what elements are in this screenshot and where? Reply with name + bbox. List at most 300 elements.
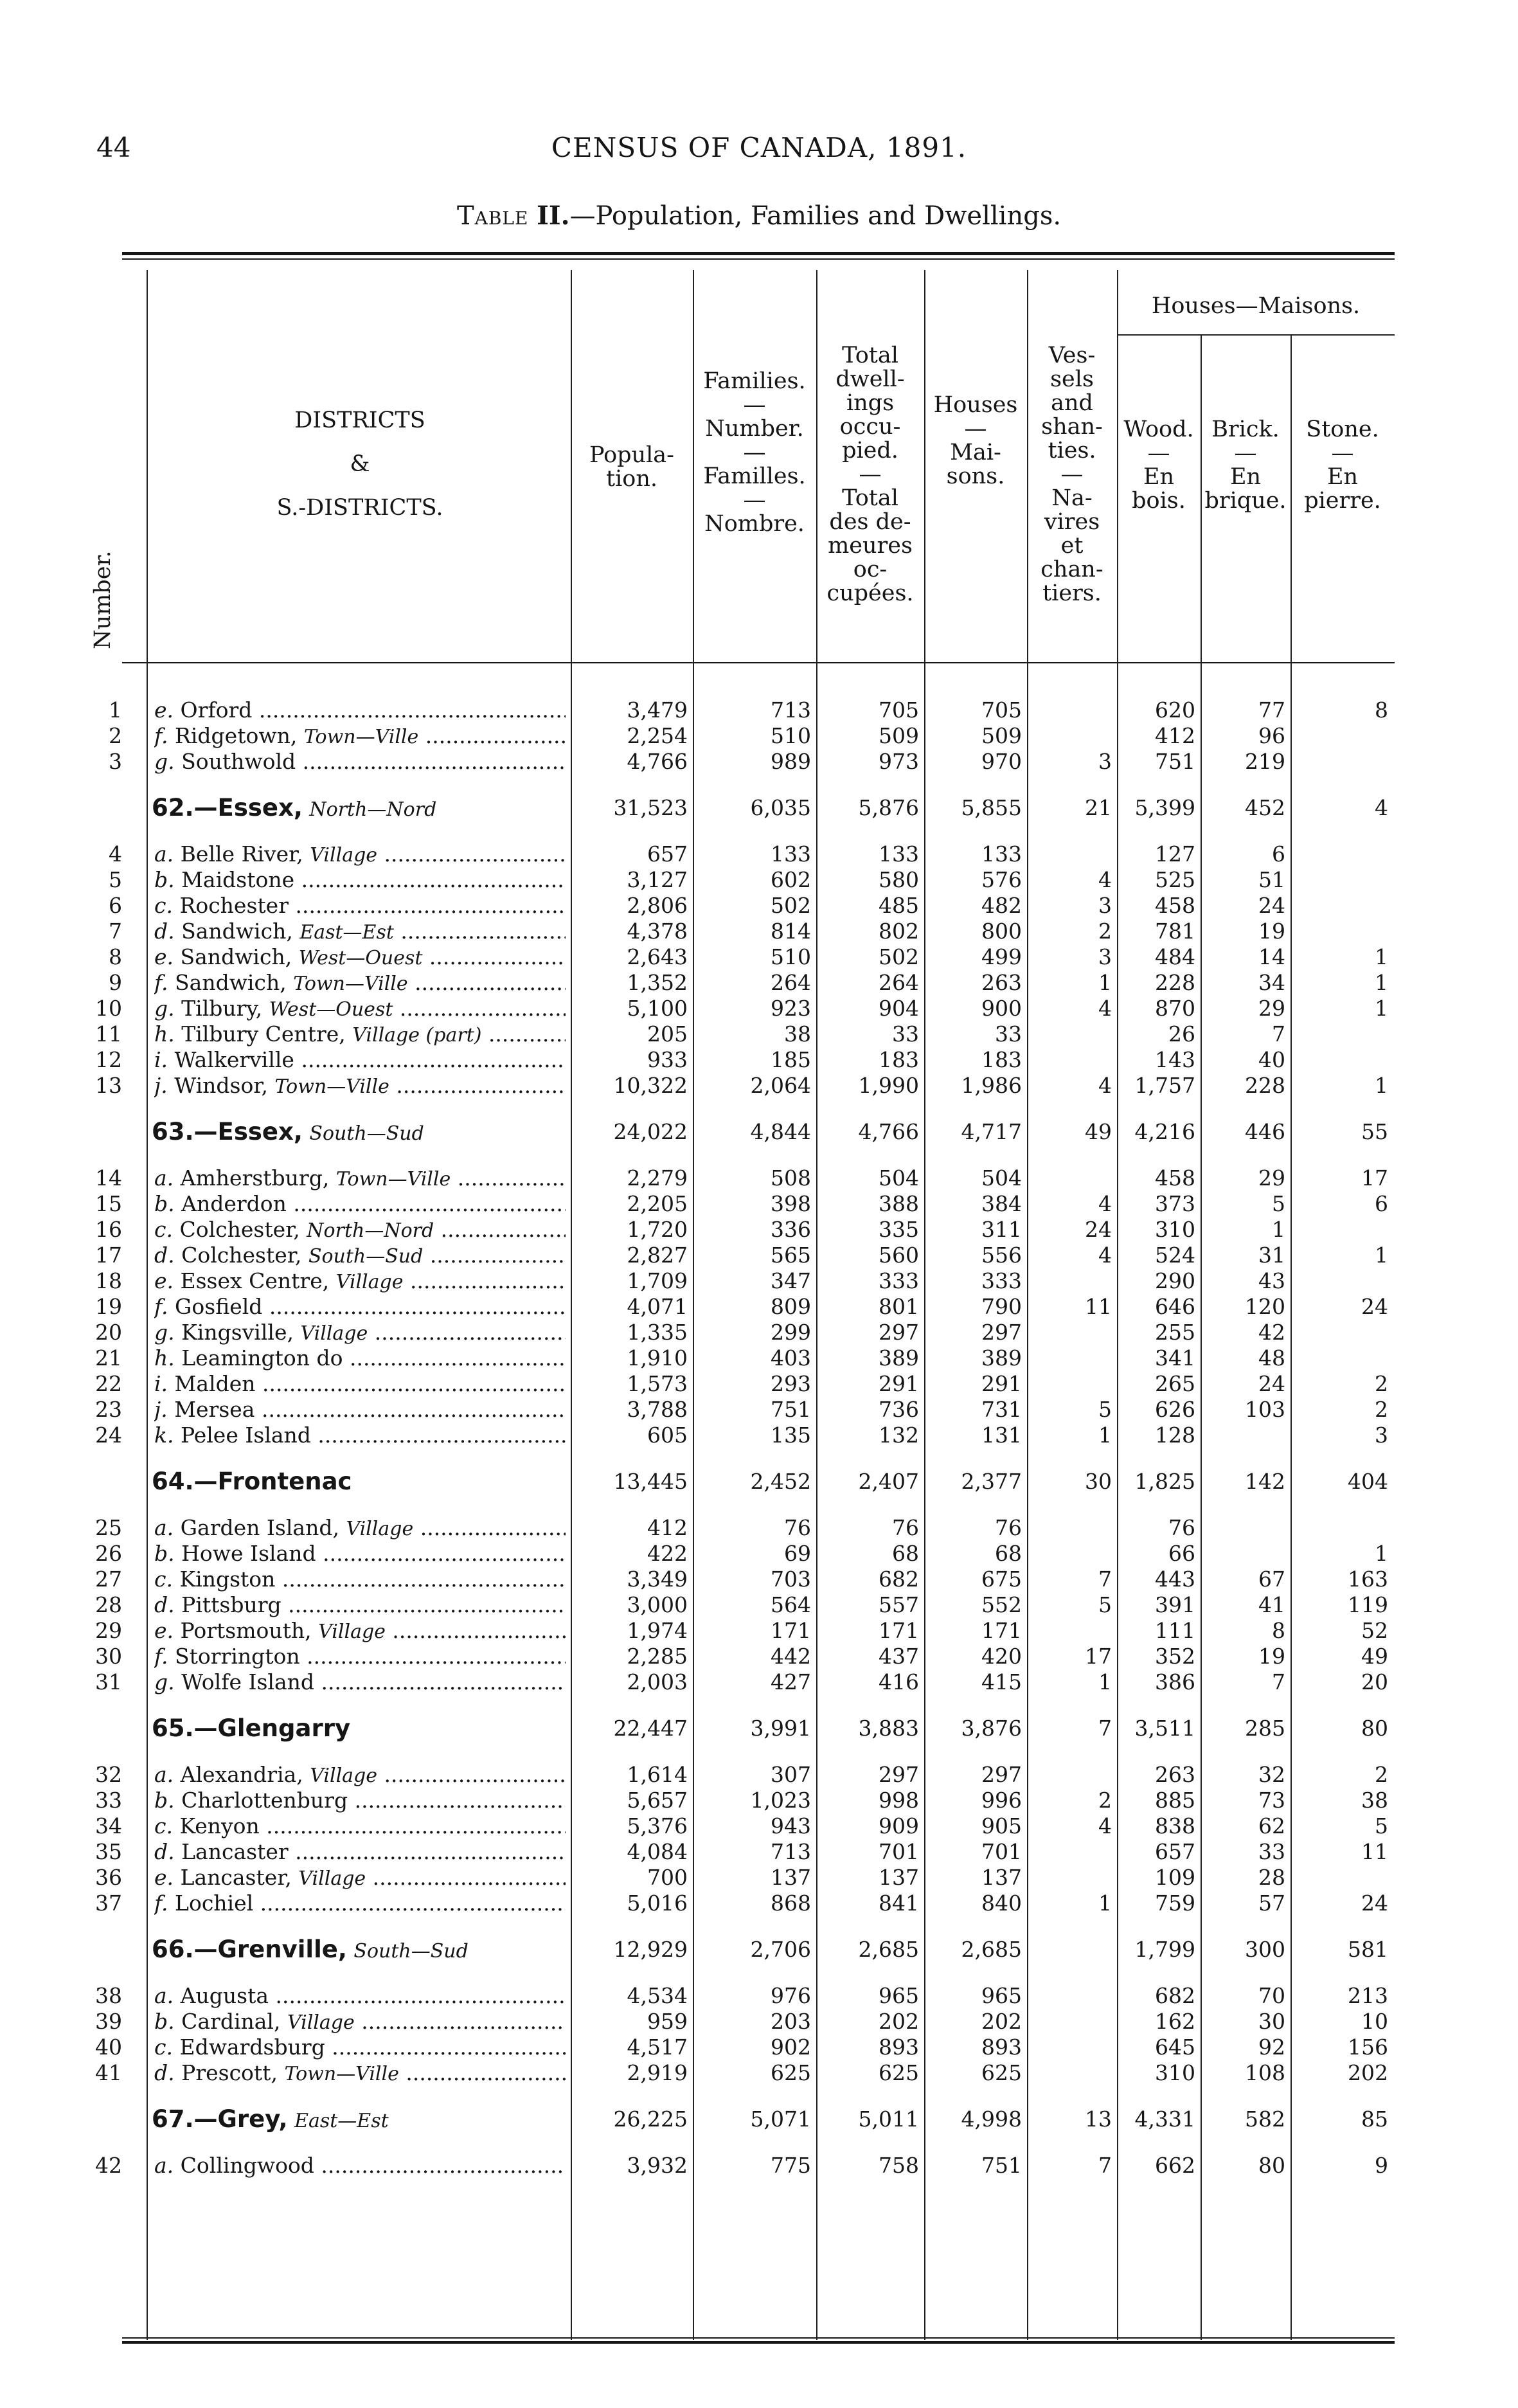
header-wood-line: En (1143, 464, 1175, 490)
subdistrict-title: Storrington (175, 1644, 300, 1669)
subdistrict-name (154, 1345, 566, 1371)
subdistrict-letter: g. (154, 1669, 175, 1694)
vessels-cell: 17 (1085, 1644, 1112, 1669)
subdistrict-title: Tilbury Centre, (181, 1021, 346, 1047)
families-cell: 307 (771, 1762, 811, 1787)
brick-cell: 96 (1258, 723, 1285, 748)
district-total-row (0, 1468, 1518, 1496)
population-cell: 2,205 (627, 1191, 688, 1216)
families-cell: 76 (784, 1515, 811, 1540)
brick-cell: 62 (1258, 1813, 1285, 1838)
families-cell: 564 (771, 1592, 811, 1617)
brick-cell: 51 (1258, 867, 1285, 892)
subdistrict-letter: h. (154, 1345, 175, 1370)
stone-cell: 6 (1375, 1191, 1388, 1216)
row-number: 9 (109, 970, 122, 995)
houses-cell: 576 (981, 867, 1022, 892)
subdistrict-title: Windsor, (174, 1073, 268, 1098)
families-cell: 809 (771, 1294, 811, 1319)
subdistrict-letter: j. (154, 1073, 168, 1098)
header-houses (924, 393, 1027, 489)
vessels-cell: 4 (1098, 1243, 1112, 1268)
stone-cell: 1 (1375, 970, 1388, 995)
row-number: 10 (95, 996, 122, 1021)
district-title: 62.—Essex, (152, 794, 303, 822)
subdistrict-title: Howe Island (181, 1541, 316, 1566)
district-total-row (0, 794, 1518, 822)
subdistrict-name (154, 1047, 566, 1073)
subdistrict-suffix: Village (298, 1867, 366, 1890)
subdistrict-name (154, 944, 566, 971)
brick-cell: 34 (1258, 970, 1285, 995)
population-cell: 3,932 (627, 2153, 688, 2178)
dwellings-cell: 202 (879, 2009, 919, 2034)
dwellings-cell: 509 (879, 723, 919, 748)
families-cell: 923 (771, 996, 811, 1021)
dwellings-cell: 504 (879, 1165, 919, 1191)
header-vessels-line: Ves- (1048, 343, 1096, 368)
header-wood-line: bois. (1132, 488, 1186, 514)
brick-cell: 19 (1258, 1644, 1285, 1669)
subdistrict-letter: j. (154, 1397, 168, 1422)
subdistrict-name (154, 1669, 566, 1695)
vessels-cell: 1 (1098, 1891, 1112, 1916)
subdistrict-name (154, 1541, 566, 1567)
vessels-cell: 7 (1098, 2153, 1112, 2178)
subdistrict-row (0, 1567, 1518, 1592)
subdistrict-title: Alexandria, (180, 1762, 303, 1787)
subdistrict-suffix: Village (part) (352, 1024, 482, 1047)
stone-cell: 1 (1375, 944, 1388, 969)
district-name (152, 1714, 350, 1743)
vessels-cell: 30 (1085, 1469, 1112, 1494)
stone-cell: 213 (1348, 1983, 1388, 2008)
row-number: 12 (95, 1047, 122, 1072)
subdistrict-title: Leamington do (181, 1345, 343, 1370)
subdistrict-row (0, 970, 1518, 996)
population-cell: 657 (647, 841, 688, 867)
brick-cell: 28 (1258, 1865, 1285, 1890)
subdistrict-suffix: Town—Ville (335, 1168, 451, 1191)
row-number: 32 (95, 1762, 122, 1787)
dwellings-cell: 841 (879, 1891, 919, 1916)
population-cell: 3,479 (627, 697, 688, 723)
vessels-cell: 1 (1098, 970, 1112, 995)
population-cell: 959 (647, 2009, 688, 2034)
header-families-line: — (743, 392, 766, 418)
header-dwellings-line: Total (842, 485, 898, 511)
subdistrict-title: Gosfield (175, 1294, 263, 1319)
houses-cell: 33 (995, 1021, 1022, 1047)
houses-cell: 4,998 (961, 2107, 1022, 2132)
subdistrict-letter: d. (154, 1592, 175, 1617)
subdistrict-row (0, 996, 1518, 1021)
families-cell: 69 (784, 1541, 811, 1566)
vessels-cell: 5 (1098, 1592, 1112, 1617)
subdistrict-letter: k. (154, 1423, 174, 1448)
subdistrict-row (0, 2060, 1518, 2086)
dwellings-cell: 171 (879, 1618, 919, 1643)
header-families-line: — (743, 440, 766, 465)
houses-cell: 333 (981, 1268, 1022, 1293)
brick-cell: 33 (1258, 1839, 1285, 1864)
subdistrict-row (0, 1294, 1518, 1320)
families-cell: 185 (771, 1047, 811, 1072)
houses-cell: 840 (981, 1891, 1022, 1916)
subdistrict-letter: c. (154, 1217, 173, 1242)
subdistrict-row (0, 1813, 1518, 1839)
subdistrict-title: Sandwich, (181, 919, 293, 944)
population-cell: 5,376 (627, 1813, 688, 1838)
vessels-cell: 24 (1085, 1217, 1112, 1242)
subdistrict-name (154, 1983, 566, 2009)
wood-cell: 781 (1155, 919, 1195, 944)
header-vessels (1027, 344, 1117, 606)
population-cell: 3,349 (627, 1567, 688, 1592)
wood-cell: 310 (1155, 2060, 1195, 2085)
population-cell: 2,919 (627, 2060, 688, 2085)
families-cell: 403 (771, 1345, 811, 1370)
dwellings-cell: 33 (892, 1021, 919, 1047)
district-title: 65.—Glengarry (152, 1714, 351, 1742)
subdistrict-name (154, 1165, 566, 1192)
header-houses-line: sons. (946, 463, 1005, 489)
population-cell: 1,974 (627, 1618, 688, 1643)
stone-cell: 1 (1375, 996, 1388, 1021)
population-cell: 3,788 (627, 1397, 688, 1422)
brick-cell: 19 (1258, 919, 1285, 944)
subdistrict-name (154, 1839, 566, 1865)
population-cell: 4,071 (627, 1294, 688, 1319)
subdistrict-name (154, 1073, 566, 1100)
running-head: CENSUS OF CANADA, 1891. (551, 132, 967, 163)
subdistrict-letter: c. (154, 1813, 173, 1838)
population-cell: 3,127 (627, 867, 688, 892)
brick-cell: 24 (1258, 1371, 1285, 1396)
houses-maisons-rule (1117, 334, 1395, 336)
wood-cell: 143 (1155, 1047, 1195, 1072)
houses-cell: 183 (981, 1047, 1022, 1072)
brick-cell: 24 (1258, 893, 1285, 918)
subdistrict-name (154, 1191, 566, 1217)
subdistrict-suffix: East—Est (299, 921, 394, 944)
brick-cell: 73 (1258, 1788, 1285, 1813)
subdistrict-title: Augusta (180, 1983, 269, 2008)
row-number: 23 (95, 1397, 122, 1422)
subdistrict-row (0, 749, 1518, 775)
header-number: Number. (90, 550, 116, 649)
brick-cell: 446 (1245, 1119, 1285, 1144)
subdistrict-letter: d. (154, 2060, 175, 2085)
families-cell: 293 (771, 1371, 811, 1396)
subdistrict-name (154, 1515, 566, 1542)
subdistrict-name (154, 2060, 566, 2087)
subdistrict-name (154, 1865, 566, 1892)
subdistrict-row (0, 1320, 1518, 1345)
subdistrict-row (0, 1397, 1518, 1423)
dwellings-cell: 998 (879, 1788, 919, 1813)
row-number: 8 (109, 944, 122, 969)
wood-cell: 128 (1155, 1423, 1195, 1448)
subdistrict-letter: b. (154, 2009, 175, 2034)
header-bottom-rule (122, 662, 1395, 663)
brick-cell: 8 (1272, 1618, 1285, 1643)
subdistrict-letter: f. (154, 723, 168, 748)
row-number: 14 (95, 1165, 122, 1191)
stone-cell: 85 (1361, 2107, 1388, 2132)
families-cell: 868 (771, 1891, 811, 1916)
header-families-line: Nombre. (704, 511, 805, 537)
dwellings-cell: 183 (879, 1047, 919, 1072)
district-name (152, 794, 436, 824)
subdistrict-title: Belle River, (180, 841, 303, 867)
subdistrict-suffix: Village (346, 1518, 414, 1540)
row-number: 25 (95, 1515, 122, 1540)
subdistrict-letter: e. (154, 697, 174, 723)
row-number: 11 (95, 1021, 122, 1047)
families-cell: 902 (771, 2035, 811, 2060)
subdistrict-name (154, 841, 566, 868)
header-houses-line: — (964, 416, 987, 442)
row-number: 3 (109, 749, 122, 774)
subdistrict-suffix: Village (300, 1322, 368, 1345)
brick-cell: 70 (1258, 1983, 1285, 2008)
stone-cell: 1 (1375, 1243, 1388, 1268)
population-cell: 605 (647, 1423, 688, 1448)
row-number: 18 (95, 1268, 122, 1293)
subdistrict-name (154, 1788, 566, 1813)
vessels-cell: 7 (1098, 1716, 1112, 1741)
subdistrict-title: Sandwich, (175, 970, 287, 995)
row-number: 24 (95, 1423, 122, 1448)
subdistrict-suffix: Town—Ville (303, 726, 419, 748)
families-cell: 989 (771, 749, 811, 774)
subdistrict-row (0, 723, 1518, 749)
brick-cell: 29 (1258, 996, 1285, 1021)
families-cell: 1,023 (750, 1788, 811, 1813)
subdistrict-letter: g. (154, 1320, 175, 1345)
families-cell: 508 (771, 1165, 811, 1191)
vessels-cell: 3 (1098, 893, 1112, 918)
vessels-cell: 21 (1085, 795, 1112, 820)
population-cell: 3,000 (627, 1592, 688, 1617)
population-cell: 24,022 (613, 1119, 688, 1144)
population-cell: 5,100 (627, 996, 688, 1021)
subdistrict-suffix: Town—Ville (284, 2063, 399, 2085)
subdistrict-title: Lancaster, (180, 1865, 292, 1890)
subdistrict-row (0, 1191, 1518, 1217)
header-wood-line: — (1147, 440, 1170, 466)
wood-cell: 412 (1155, 723, 1195, 748)
header-dwellings-line: oc- (853, 557, 888, 582)
header-houses-line: Mai- (950, 440, 1001, 465)
brick-cell: 32 (1258, 1762, 1285, 1787)
row-number: 33 (95, 1788, 122, 1813)
row-number: 36 (95, 1865, 122, 1890)
houses-cell: 420 (981, 1644, 1022, 1669)
houses-cell: 5,855 (961, 795, 1022, 820)
vessels-cell: 1 (1098, 1423, 1112, 1448)
vessels-cell: 13 (1085, 2107, 1112, 2132)
row-number: 20 (95, 1320, 122, 1345)
subdistrict-letter: b. (154, 1788, 175, 1813)
houses-cell: 384 (981, 1191, 1022, 1216)
population-cell: 4,084 (627, 1839, 688, 1864)
subdistrict-row (0, 1541, 1518, 1567)
header-vessels-line: — (1060, 462, 1084, 487)
dwellings-cell: 76 (892, 1515, 919, 1540)
stone-cell: 2 (1375, 1371, 1388, 1396)
wood-cell: 76 (1168, 1515, 1195, 1540)
houses-cell: 291 (981, 1371, 1022, 1396)
houses-cell: 790 (981, 1294, 1022, 1319)
families-cell: 299 (771, 1320, 811, 1345)
families-cell: 133 (771, 841, 811, 867)
row-number: 29 (95, 1618, 122, 1643)
row-number: 13 (95, 1073, 122, 1098)
brick-cell: 108 (1245, 2060, 1285, 2085)
subdistrict-title: Portsmouth, (180, 1618, 312, 1643)
houses-cell: 556 (981, 1243, 1022, 1268)
families-cell: 3,991 (750, 1716, 811, 1741)
brick-cell: 5 (1272, 1191, 1285, 1216)
subdistrict-title: Lochiel (175, 1891, 254, 1916)
wood-cell: 870 (1155, 996, 1195, 1021)
brick-cell: 1 (1272, 1217, 1285, 1242)
subdistrict-name (154, 1891, 566, 1916)
header-dwellings-line: Total (842, 343, 898, 368)
houses-cell: 389 (981, 1345, 1022, 1370)
families-cell: 713 (771, 697, 811, 723)
wood-cell: 341 (1155, 1345, 1195, 1370)
subdistrict-row (0, 1423, 1518, 1448)
header-population-line: Popula- (589, 442, 675, 468)
brick-cell: 120 (1245, 1294, 1285, 1319)
brick-cell: 285 (1245, 1716, 1285, 1741)
wood-cell: 620 (1155, 697, 1195, 723)
families-cell: 2,452 (750, 1469, 811, 1494)
wood-cell: 373 (1155, 1191, 1195, 1216)
subdistrict-suffix: West—Ouest (269, 998, 393, 1021)
subdistrict-letter: e. (154, 1268, 174, 1293)
header-families-line: Families. (703, 368, 806, 394)
houses-cell: 202 (981, 2009, 1022, 2034)
houses-cell: 2,377 (961, 1469, 1022, 1494)
header-wood-line: Wood. (1123, 417, 1194, 442)
houses-cell: 3,876 (961, 1716, 1022, 1741)
brick-cell: 228 (1245, 1073, 1285, 1098)
subdistrict-row (0, 1243, 1518, 1268)
district-suffix: East—Est (294, 2110, 389, 2132)
vessels-cell: 4 (1098, 1191, 1112, 1216)
population-cell: 26,225 (613, 2107, 688, 2132)
vessels-cell: 5 (1098, 1397, 1112, 1422)
subdistrict-name (154, 1592, 566, 1618)
houses-cell: 905 (981, 1813, 1022, 1838)
wood-cell: 3,511 (1134, 1716, 1195, 1741)
families-cell: 602 (771, 867, 811, 892)
brick-cell: 92 (1258, 2035, 1285, 2060)
subdistrict-title: Collingwood (180, 2153, 314, 2178)
brick-cell: 57 (1258, 1891, 1285, 1916)
subdistrict-letter: f. (154, 1644, 168, 1669)
subdistrict-name (154, 2009, 566, 2036)
district-total-row (0, 1714, 1518, 1743)
dwellings-cell: 758 (879, 2153, 919, 2178)
houses-cell: 68 (995, 1541, 1022, 1566)
families-cell: 2,706 (750, 1937, 811, 1962)
families-cell: 502 (771, 893, 811, 918)
row-number: 37 (95, 1891, 122, 1916)
population-cell: 1,709 (627, 1268, 688, 1293)
subdistrict-suffix: Town—Ville (293, 973, 408, 995)
wood-cell: 352 (1155, 1644, 1195, 1669)
header-dwellings (816, 344, 924, 606)
subdistrict-title: Kenyon (179, 1813, 260, 1838)
stone-cell: 5 (1375, 1813, 1388, 1838)
subdistrict-letter: a. (154, 1165, 174, 1191)
houses-cell: 2,685 (961, 1937, 1022, 1962)
wood-cell: 751 (1155, 749, 1195, 774)
families-cell: 398 (771, 1191, 811, 1216)
brick-cell: 103 (1245, 1397, 1285, 1422)
dwellings-cell: 3,883 (858, 1716, 919, 1741)
subdistrict-letter: c. (154, 1567, 173, 1592)
families-cell: 625 (771, 2060, 811, 2085)
dwellings-cell: 502 (879, 944, 919, 969)
dwellings-cell: 133 (879, 841, 919, 867)
dwellings-cell: 297 (879, 1762, 919, 1787)
population-cell: 13,445 (613, 1469, 688, 1494)
district-suffix: South—Sud (353, 1940, 469, 1963)
district-name (152, 1468, 352, 1496)
subdistrict-name (154, 1813, 566, 1839)
dwellings-cell: 297 (879, 1320, 919, 1345)
subdistrict-name (154, 996, 566, 1023)
brick-cell: 40 (1258, 1047, 1285, 1072)
wood-cell: 26 (1168, 1021, 1195, 1047)
houses-cell: 171 (981, 1618, 1022, 1643)
stone-cell: 4 (1375, 795, 1388, 820)
subdistrict-name (154, 1320, 566, 1347)
header-population (571, 444, 693, 491)
population-cell: 2,279 (627, 1165, 688, 1191)
dwellings-cell: 264 (879, 970, 919, 995)
caption-title: —Population, Families and Dwellings. (569, 201, 1062, 231)
subdistrict-letter: d. (154, 919, 175, 944)
wood-cell: 759 (1155, 1891, 1195, 1916)
header-dwellings-line: — (859, 462, 882, 487)
houses-cell: 311 (981, 1217, 1022, 1242)
subdistrict-title: Orford (180, 697, 253, 723)
subdistrict-title: Walkerville (174, 1047, 294, 1072)
header-districts-line: & (350, 451, 370, 477)
dwellings-cell: 485 (879, 893, 919, 918)
header-districts (193, 399, 527, 530)
houses-cell: 499 (981, 944, 1022, 969)
subdistrict-title: Maidstone (181, 867, 295, 892)
houses-cell: 133 (981, 841, 1022, 867)
population-cell: 2,806 (627, 893, 688, 918)
stone-cell: 24 (1361, 1891, 1388, 1916)
row-number: 27 (95, 1567, 122, 1592)
header-brick-line: En (1229, 464, 1262, 490)
population-cell: 700 (647, 1865, 688, 1890)
wood-cell: 657 (1155, 1839, 1195, 1864)
row-number: 30 (95, 1644, 122, 1669)
families-cell: 565 (771, 1243, 811, 1268)
subdistrict-title: Malden (174, 1371, 256, 1396)
